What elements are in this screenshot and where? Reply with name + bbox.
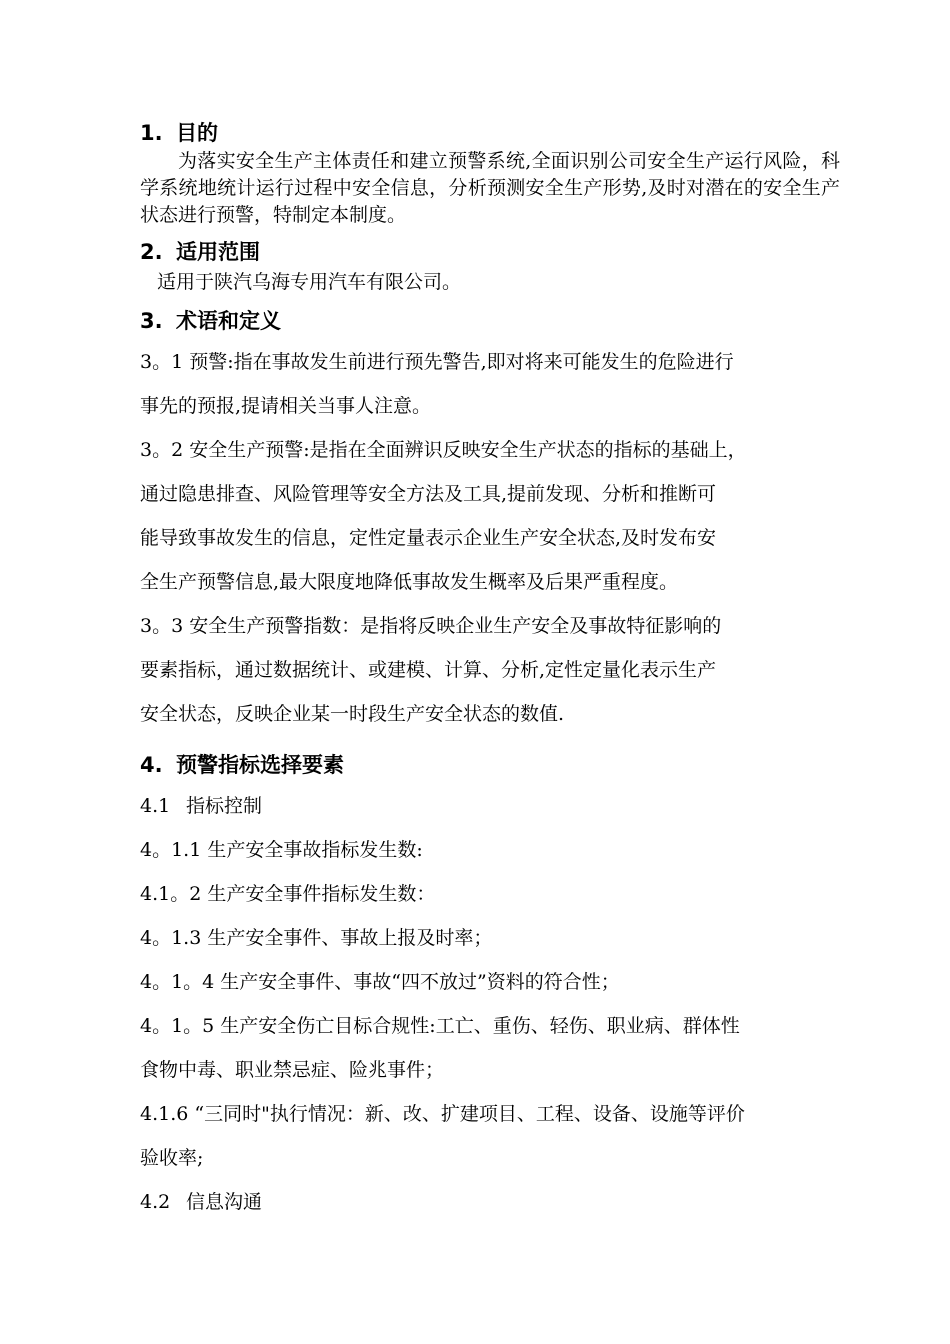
text-line: 4。1。5 生产安全伤亡目标合规性:工亡、重伤、轻伤、职业病、群体性 [140, 1015, 740, 1037]
text-line: 验收率; [140, 1147, 204, 1169]
section-number: 1. [140, 121, 163, 145]
section-title: 预警指标选择要素 [176, 753, 344, 777]
section-title: 术语和定义 [176, 309, 281, 333]
text-line: 全生产预警信息,最大限度地降低事故发生概率及后果严重程度。 [140, 571, 679, 593]
section-1-heading [140, 118, 840, 148]
text-line: 通过隐患排查、风险管理等安全方法及工具,提前发现、分析和推断可 [140, 483, 717, 505]
text-line: 3。2 安全生产预警:是指在全面辨识反映安全生产状态的指标的基础上， [140, 439, 747, 461]
section-number: 4. [140, 753, 163, 777]
text-line: 4。1.1 生产安全事故指标发生数: [140, 839, 423, 861]
section-4-heading [140, 750, 840, 780]
section-title: 适用范围 [176, 240, 260, 264]
text-line: 4。1。4 生产安全事件、事故“四不放过”资料的符合性； [140, 971, 620, 993]
text-line: 事先的预报,提请相关当事人注意。 [140, 395, 432, 417]
section-4-content [140, 784, 840, 1224]
text-line: 4.1。2 生产安全事件指标发生数： [140, 883, 436, 905]
text-line: 食物中毒、职业禁忌症、险兆事件； [140, 1059, 445, 1081]
section-3-content [140, 340, 840, 736]
section-title: 目的 [176, 121, 218, 145]
document-body [140, 112, 840, 1224]
text-line: 4.1.6 “三同时"执行情况：新、改、扩建项目、工程、设备、设施等评价 [140, 1103, 745, 1125]
subsection-title: 指标控制 [186, 795, 263, 817]
text-line: 能导致事故发生的信息，定性定量表示企业生产安全状态,及时发布安 [140, 527, 717, 549]
section-1-paragraph: 为落实安全生产主体责任和建立预警系统,全面识别公司安全生产运行风险，科学系统地统计运行过程中安全信息，分析预测安全生产形势,及时对潜在的安全生产状态进行预警，特制定本制度。 [140, 150, 840, 226]
subsection-number: 4.2 [140, 1191, 171, 1213]
subsection-number: 4.1 [140, 795, 171, 817]
subsection-title: 信息沟通 [186, 1191, 263, 1213]
text-line: 3。1 预警:指在事故发生前进行预先警告,即对将来可能发生的危险进行 [140, 351, 734, 373]
subsection-4-2-heading [140, 1180, 840, 1224]
section-number: 3. [140, 309, 163, 333]
text-line: 3。3 安全生产预警指数：是指将反映企业生产安全及事故特征影响的 [140, 615, 722, 637]
section-3-heading [140, 306, 840, 336]
section-number: 2. [140, 240, 163, 264]
section-2-heading [140, 237, 840, 267]
section-2-paragraph: 适用于陕汽乌海专用汽车有限公司。 [157, 271, 462, 293]
text-line: 4。1.3 生产安全事件、事故上报及时率； [140, 927, 493, 949]
subsection-4-1-heading [140, 784, 840, 828]
text-line: 安全状态，反映企业某一时段生产安全状态的数值. [140, 703, 565, 725]
text-line: 要素指标，通过数据统计、或建模、计算、分析,定性定量化表示生产 [140, 659, 717, 681]
